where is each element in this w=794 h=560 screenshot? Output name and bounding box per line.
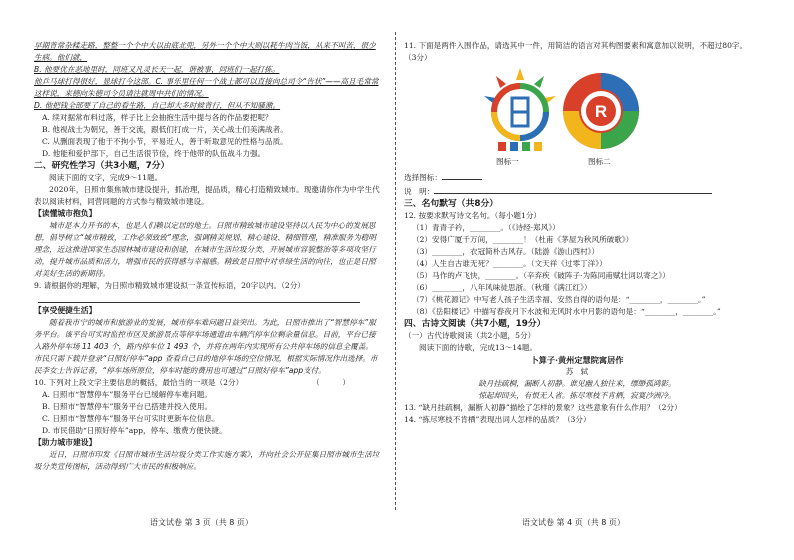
passage-line: 他乒马球打得很好，显球打今这部。C. 事乐里任何一个战士都可以直接向总司令“告状”——高且毛常常这样说，来德向朱德司令员请注就周中共们的情况。 <box>34 77 379 98</box>
poem-title: 卜算子·黄州定慧院寓居作 <box>530 355 624 365</box>
recitation-item[interactable]: （8）《岳阳楼记》中描写春夜月下水波和无风时水中月影的语句是：“________，________。” <box>412 307 721 316</box>
explain-label: 说 明： <box>404 187 435 196</box>
explain-row <box>404 184 750 198</box>
material-3-title: 【助力城市建设】 <box>34 438 97 447</box>
recitation-item[interactable]: （4）人生自古谁无死？________。（文天祥《过零丁洋》） <box>412 259 607 268</box>
recitation-item[interactable]: （7）《桃花源记》中写老人孩子生活幸福、安然自得的语句是：“________，________。” <box>412 295 706 304</box>
passage-line: 早期背常杂糅走路，整整一个个中大以由底北兜，另外一个个中大则以耗牛肉当饭，从来不叫苦，很少生病。他们就， <box>34 41 376 62</box>
question-12-intro: 12. 按要求默写诗文名句。（每小题1分） <box>404 211 542 220</box>
choose-logo-blank[interactable] <box>442 170 482 180</box>
material-3-text: 近日，日照市印发《日照市城市生活垃圾分类工作实施方案》，并向社会公开征集日照市城市生活垃圾分类宣传图标，活动得到广大市民的积极响应。 <box>34 450 380 471</box>
poem-line: 惊起却回头，有恨无人省。拣尽寒枝不肯栖，寂寞沙洲冷。 <box>478 391 676 400</box>
logo-two-image <box>560 70 642 152</box>
recitation-item[interactable]: （5）马作的卢飞快，________。（辛弃疾《破阵子·为陈同甫赋壮词以寄之》） <box>412 271 670 280</box>
question-13: 13. “缺月挂疏桐，漏断人初静”描绘了怎样的景象？这些意象有什么作用？（2分） <box>404 403 682 412</box>
choose-logo-row <box>404 170 750 184</box>
recitation-item[interactable]: （2）安得广厦千万间，________！（杜甫《茅屋为秋风所破歌》） <box>412 235 634 244</box>
q8-option: B. 他视战士为朝兄，善于交流，跟低们打成一片，关心战士们美满战者。 <box>42 125 288 134</box>
q8-option: C. 从删面表现了他于不拘小节，平易近人，善于听取意见的性格与品质。 <box>42 137 288 146</box>
answer-line-9[interactable] <box>38 292 360 303</box>
question-9: 9. 请根据你的理解，为日照市精致城市建设拟一条宣传标语，20字以内。（2分） <box>34 281 305 290</box>
material-2-text: 随着我市宁的城市和旅游业的发展，城市停车难问题日益突出。为此，日照市推出了“智慧停车”服务平台。该平台可实时监控市区及旅游景点等停车场通道由车辆汽停车位剩余量信息。目前，平台已接入路外停车场 11 403 个，路内停车位 1 493 个，并将在两年内实现所有公共停车场的信息全覆盖。市民只需下载并登录“日照好停车”app 查看自己目的地停车场的空位情况，根据实际情况作出选择。市民李女士告诉记者，“停车场所原位，停车时能的费用也可通过“日照好停车”app支付。 <box>34 318 378 375</box>
page-divider <box>395 32 397 510</box>
trash-bin-icons <box>498 142 542 151</box>
material-2-title: 【享受便捷生活】 <box>34 306 97 315</box>
q10-option-a: A. 日照市“智慧停车”服务平台已缓解停车难问题。 <box>42 390 212 399</box>
right-page-footer: 语文试卷 第 4 页（共 8 页） <box>522 518 625 527</box>
question-11: 11. 下面是两件入围作品，请选其中一件，用简洁的语言对其构图要素和寓意加以说明，不超过80字。（3分） <box>404 41 748 62</box>
material-1-text: 城市是本力开书的本，也是人们赖以定居的地土。日照市精致城市建设坚持以人民为中心的发展思想，倡导树立“城市精致，工作必须致致”理念，强调精美规划、精心建设、精细管理，精准服务为稳明理念，近这推进国家生态园林城市建设和创建，在城市生活垃圾分类、开展城市容貌整治等多项攻坚行动，提升城市品质和活力，增强市民的获得感与幸福感。精致是日照中对卓绿生活的向往，也正是日照对美好生活的新期待。 <box>34 221 376 278</box>
logo-one-caption: 图标一 <box>496 157 519 166</box>
q10-option-d: D. 市民借助“日照好停车”app，停车、缴费方便快捷。 <box>42 426 227 435</box>
logo-two-caption: 图标二 <box>588 157 611 166</box>
section-4-title: 四、古诗文阅读（共7小题，19分） <box>404 319 546 329</box>
poem-author: 苏 轼 <box>565 367 589 376</box>
logo-one-image <box>478 66 562 154</box>
question-10 <box>34 377 380 389</box>
question-10-stem: 10. 下列对上段文字主要信息的概括，最恰当的一项是（2分） <box>34 378 244 387</box>
section-2-intro: 阅读下面的文字，完成9～11题。 <box>49 173 163 182</box>
q10-option-b: B. 日照市“智慧停车”服务平台已搭建并投入使用。 <box>42 402 213 411</box>
q10-option-c: C. 日照市“智慧停车”服务平台可实时更新车位信息。 <box>42 414 220 423</box>
logo-two-glyph: R <box>594 102 608 121</box>
choose-logo-label: 选择图标： <box>404 173 442 182</box>
recitation-item[interactable]: （6）________，八年风味徒思浙。（秋瑾《满江红》） <box>412 283 592 292</box>
section-3-title: 三、名句默写（共8分） <box>404 199 499 209</box>
recitation-item[interactable]: （3）________，衣冠简朴古风存。（陆游《游山西村》） <box>412 247 600 256</box>
explain-blank[interactable] <box>434 184 712 194</box>
recitation-item[interactable]: （1）青青子衿，________。（《诗经·郑风》） <box>412 223 560 232</box>
right-page <box>404 40 750 426</box>
passage-line: B. 他要优在恶地里时，同班又凡灵长天一起，谐被事，同班们一起打拣。 <box>34 65 280 74</box>
section-2-title: 二、研究性学习（共3小题，7分） <box>34 161 170 171</box>
question-14: 14. “拣尽寒枝不肯栖”表现出词人怎样的品质？（3分） <box>404 415 591 424</box>
q8-option: D. 他能和爱护部下，自己生活很节俭，终于他带的队伍战斗力强。 <box>42 149 266 158</box>
section-4-subtitle: （一）古代诗歌阅读（共2小题，5分） <box>404 331 536 340</box>
section-4-intro: 阅读下面的诗歌，完成13～14题。 <box>419 343 538 352</box>
left-page <box>34 40 380 473</box>
q8-option: A. 续对据常布料过落，样子比上会抽抱生活中提与各的作品要把呢？ <box>42 113 273 122</box>
logo-area <box>404 64 750 170</box>
left-page-footer: 语文试卷 第 3 页（共 8 页） <box>150 518 253 527</box>
answer-bracket-10[interactable]: （ ） <box>312 378 350 387</box>
material-1-title: 【读懂城市抱负】 <box>34 209 97 218</box>
section-2-para: 2020年，日照市集焦城市建设提升，抓治理，提品质，精心打造精致城市。现邀请你作为中学生代表以阅读材料，同营同题的方式参与精致城市建设。 <box>34 185 380 206</box>
poem-line: 缺月挂疏桐，漏断人初静。谁见幽人独往来，缥缈孤鸿影。 <box>478 379 676 388</box>
passage-line: D. 他把钱全部要了自己的看生路，自己却大多时候背行，但从不知骚激。 <box>34 101 281 110</box>
